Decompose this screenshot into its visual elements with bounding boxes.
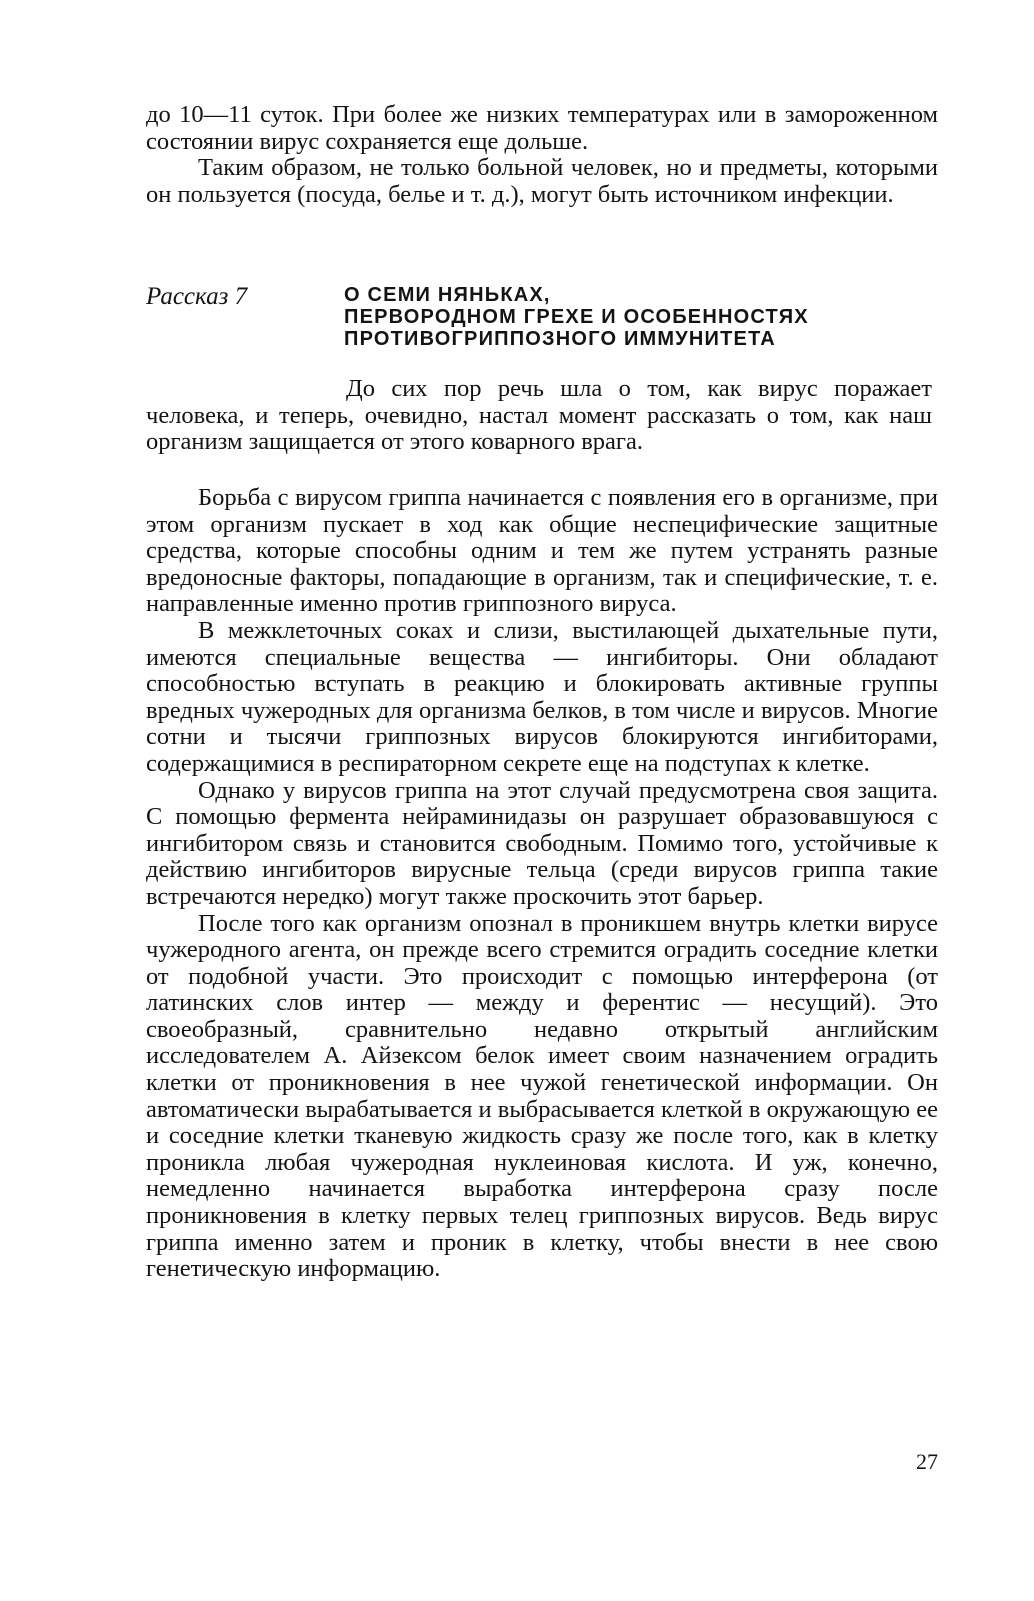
paragraph: Однако у вирусов гриппа на этот случай предусмотрена своя защита. С помощью фермента нейраминидазы он разрушает образовавшуюся с ингибитором связь и становится свободным. Помимо того, устойчивые к действию ингибиторов вирусные тельца (среди вирусов гриппа такие встречаются нередко) могут также проскочить этот барьер. xyxy=(146,776,938,910)
page-number: 27 xyxy=(916,1449,938,1474)
paragraph: В межклеточных соках и слизи, выстилающей дыхательные пути, имеются специальные вещества — ингибиторы. Они обладают способностью вступать в реакцию и блокировать активные группы вредных чужеродных для организма белков, в том числе и вирусов. Многие сотни и тысячи гриппозных вирусов блокируются ингибиторами, содержащимися в респираторном секрете еще на подступах к клетке. xyxy=(146,616,938,777)
paragraph: До сих пор речь шла о том, как вирус поражает человека, и теперь, очевидно, настал момент рассказать о том, как наш организм защищается от этого коварного врага. xyxy=(146,375,932,456)
top-text-block xyxy=(146,102,938,208)
chapter-title: О СЕМИ НЯНЬКАХ, ПЕРВОРОДНОМ ГРЕХЕ И ОСОБЕННОСТЯХ ПРОТИВОГРИППОЗНОГО ИММУНИТЕТА xyxy=(344,284,809,350)
paragraph: После того как организм опознал в проникшем внутрь клетки вирусе чужеродного агента, он прежде всего стремится оградить соседние клетки от подобной участи. Это происходит с помощью интерферона (от латинских слов интер — между и ферентис — несущий). Это своеобразный, сравнительно недавно открытый английским исследователем А. Айзексом белок имеет своим назначением оградить клетки от проникновения в нее чужой генетической информации. Он автоматически вырабатывается и выбрасывается клеткой в окружающую ее и соседние клетки тканевую жидкость сразу же после того, как в клетку проникла любая чужеродная нуклеиновая кислота. И уж, конечно, немедленно начинается выработка интерферона сразу после проникновения в клетку первых телец гриппозных вирусов. Ведь вирус гриппа именно затем и проник в клетку, чтобы внести в нее свою генетическую информацию. xyxy=(146,909,938,1283)
intro-text-block xyxy=(146,376,932,456)
paragraph: Борьба с вирусом гриппа начинается с появления его в организме, при этом организм пускает в ход как общие неспецифические защитные средства, которые способны одним и тем же путем устранять разные вредоносные факторы, попадающие в организм, так и специфические, т. е. направленные именно против гриппозного вируса. xyxy=(146,484,938,618)
main-text-block xyxy=(146,485,938,1283)
paragraph: до 10—11 суток. При более же низких температурах или в замороженном состоянии вирус сохраняется еще дольше. xyxy=(146,101,938,155)
story-label: Рассказ 7 xyxy=(146,283,248,310)
paragraph: Таким образом, не только больной человек, но и предметы, которыми он пользуется (посуда, белье и т. д.), могут быть источником инфекции. xyxy=(146,154,938,208)
